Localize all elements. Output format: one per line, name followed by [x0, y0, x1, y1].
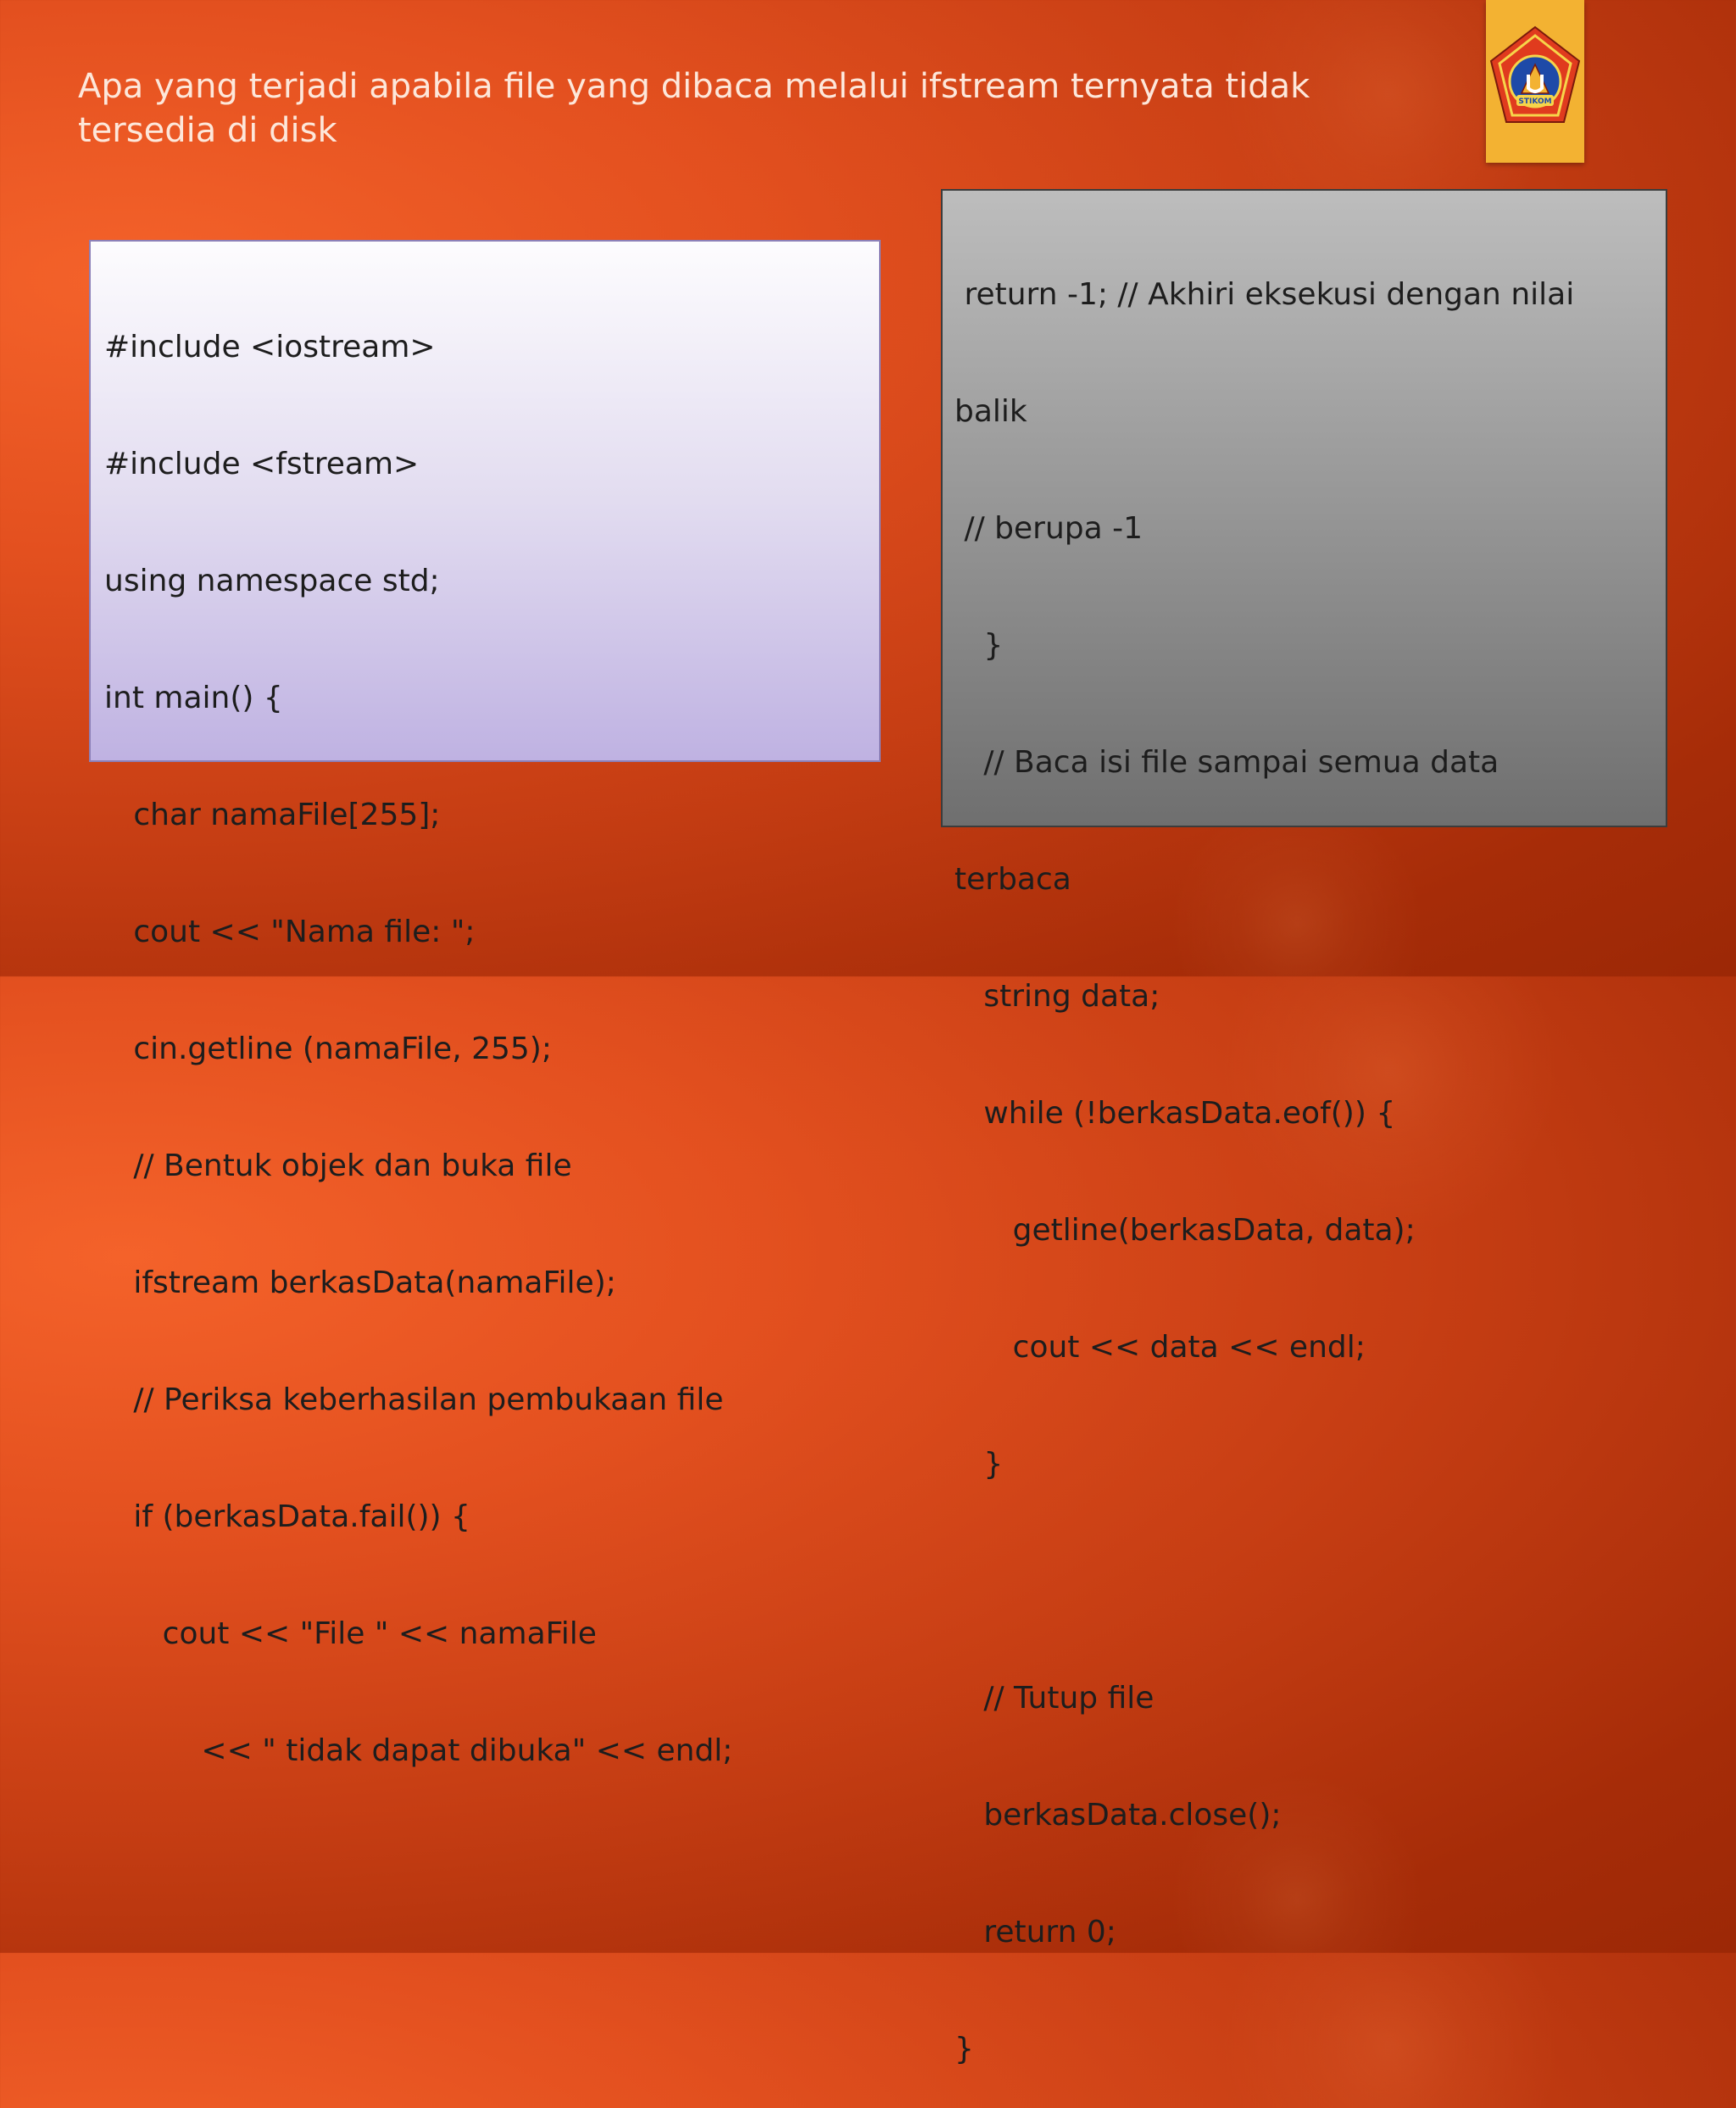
code-line: } — [954, 628, 1004, 663]
code-line: while (!berkasData.eof()) { — [954, 1096, 1396, 1131]
code-line: char namaFile[255]; — [104, 798, 441, 832]
code-line: ifstream berkasData(namaFile); — [104, 1265, 616, 1300]
code-line: cout << data << endl; — [954, 1330, 1366, 1365]
slide-title: Apa yang terjadi apabila file yang dibaca melalui ifstream ternyata tidak tersedia di disk — [78, 67, 1310, 150]
code-line: // Periksa keberhasilan pembukaan file — [104, 1382, 724, 1417]
code-line: berkasData.close(); — [954, 1798, 1282, 1833]
code-line: << " tidak dapat dibuka" << endl; — [104, 1733, 733, 1768]
code-block-right — [941, 189, 1667, 2066]
code-line: cout << "File " << namaFile — [104, 1616, 597, 1651]
code-line: if (berkasData.fail()) { — [104, 1499, 470, 1534]
code-line: } — [954, 1447, 1004, 1482]
code-line: // Bentuk objek dan buka file — [104, 1149, 572, 1183]
code-line: using namespace std; — [104, 564, 440, 598]
code-line: return 0; — [954, 1915, 1116, 1949]
logo-text: STIKOM — [1518, 97, 1552, 106]
code-line — [954, 1562, 1654, 1601]
code-line: terbaca — [954, 862, 1071, 897]
code-line: // Tutup file — [954, 1681, 1155, 1716]
code-line: balik — [954, 394, 1027, 429]
code-line: #include <iostream> — [104, 330, 436, 364]
code-line: return -1; // Akhiri eksekusi dengan nilai — [954, 277, 1575, 312]
code-line: } — [954, 2032, 974, 2066]
code-line: cout << "Nama file: "; — [104, 915, 476, 949]
code-block-left — [89, 240, 881, 1768]
code-line: int main() { — [104, 681, 283, 715]
code-line: cin.getline (namaFile, 255); — [104, 1032, 552, 1066]
logo-tab — [1486, 0, 1584, 163]
code-line: // Baca isi file sampai semua data — [954, 745, 1500, 780]
stikom-emblem-icon — [1486, 22, 1584, 137]
code-line: // berupa -1 — [954, 511, 1143, 546]
code-line: #include <fstream> — [104, 447, 420, 481]
code-line: getline(berkasData, data); — [954, 1213, 1416, 1248]
code-line: string data; — [954, 979, 1160, 1014]
